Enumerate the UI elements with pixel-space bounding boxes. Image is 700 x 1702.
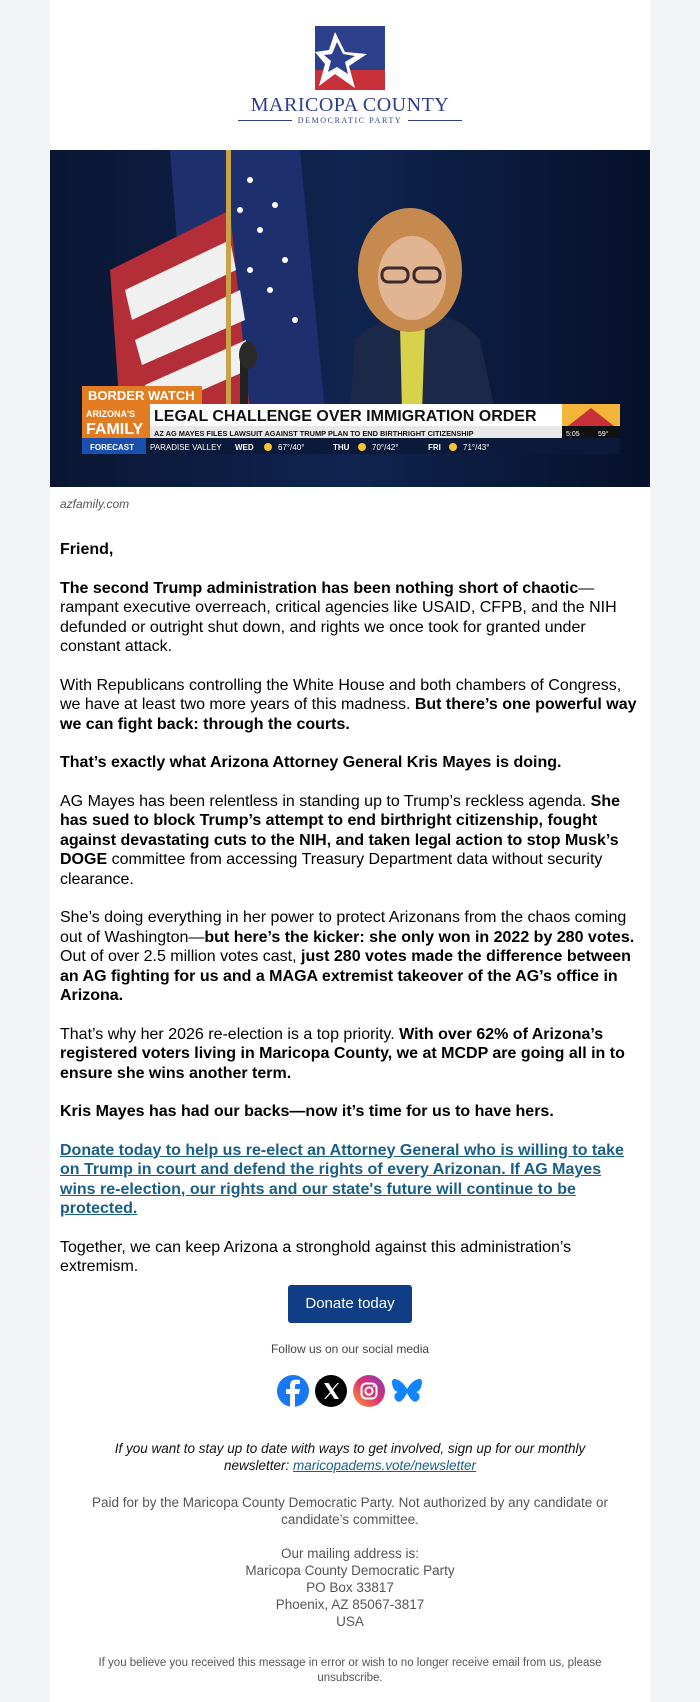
station-name-line1: ARIZONA'S [86, 409, 136, 419]
greeting: Friend, [60, 541, 114, 558]
follow-text: Follow us on our social media [270, 1342, 430, 1356]
hero-image[interactable] [50, 150, 650, 487]
forecast-temps: 70°/42° [372, 443, 399, 452]
paragraph: Kris Mayes has had our backs—now it’s time for us to have hers. [60, 1103, 554, 1120]
instagram-icon[interactable] [352, 1374, 386, 1408]
paragraph [60, 1141, 640, 1219]
paragraph: With Republicans controlling the White House and both chambers of Congress, we have at least two more years of this madness. But there’s one powerful way we can fight back: through the courts. [60, 676, 637, 733]
forecast-location: PARADISE VALLEY [150, 443, 222, 452]
news-broadcast-image [50, 150, 650, 487]
paragraph: Together, we can keep Arizona a stronghold against this administration’s extremism. [60, 1238, 572, 1275]
news-subheadline: AZ AG MAYES FILES LAWSUIT AGAINST TRUMP PLAN TO END BIRTHRIGHT CITIZENSHIP [154, 429, 474, 438]
banner-tag: BORDER WATCH [88, 388, 195, 403]
station-name-line2: FAMILY [86, 421, 144, 438]
email-card [50, 0, 650, 1702]
news-headline: LEGAL CHALLENGE OVER IMMIGRATION ORDER [154, 408, 537, 425]
forecast-day: WED [235, 443, 254, 452]
facebook-icon[interactable] [276, 1374, 310, 1408]
star-logo-icon [315, 26, 385, 90]
paid-for-disclaimer: Paid for by the Maricopa County Democratic Party. Not authorized by any candidate or candidate’s committee. [91, 1495, 608, 1527]
social-links [50, 1374, 650, 1408]
paragraph: The second Trump administration has been nothing short of chaotic—rampant executive overreach, critical agencies like USAID, CFPB, and the NIH defunded or outright shut down, and rights we once took for granted under constant attack. [60, 579, 617, 655]
forecast-day: THU [333, 443, 350, 452]
email-body [60, 540, 640, 1296]
org-name: MARICOPA COUNTY [250, 94, 450, 116]
paragraph: She’s doing everything in her power to protect Arizonans from the chaos coming out of Washington—but here’s the kicker: she only won in 2022 by 280 votes. Out of over 2.5 million votes cast, just 280 votes made the difference between an AG fighting for us and a MAGA extremist takeover of the AG’s office in Arizona. [60, 909, 635, 1004]
org-subtitle: DEMOCRATIC PARTY [297, 116, 403, 125]
forecast-temps: 71°/43° [463, 443, 490, 452]
mailing-address: Our mailing address is: Maricopa County Democratic Party PO Box 33817 Phoenix, AZ 85067-3817 USA [245, 1546, 455, 1629]
paragraph: That’s exactly what Arizona Attorney General Kris Mayes is doing. [60, 754, 562, 771]
forecast-label: FORECAST [90, 443, 134, 452]
newsletter-text: If you want to stay up to date with ways to get involved, sign up for our monthly newsletter: maricopadems.vote/newsletter [114, 1441, 586, 1473]
forecast-day: FRI [428, 443, 441, 452]
newsletter-link[interactable]: maricopadems.vote/newsletter [292, 1458, 477, 1473]
donate-link[interactable]: Donate today to help us re-elect an Attorney General who is willing to take on Trump in court and defend the rights of every Arizonan. If AG Mayes wins re-election, our rights and our state's future will continue to be protected. [60, 1141, 624, 1217]
bluesky-icon[interactable] [390, 1374, 424, 1408]
current-temp: 59° [598, 431, 609, 438]
org-logo[interactable] [50, 26, 650, 126]
forecast-temps: 67°/40° [278, 443, 305, 452]
unsubscribe-text[interactable]: If you believe you received this message in error or wish to no longer receive email from us, please unsubscribe. [98, 1657, 602, 1684]
donate-button[interactable]: Donate today [288, 1285, 412, 1323]
paragraph: That’s why her 2026 re-election is a top priority. With over 62% of Arizona’s registered voters living in Maricopa County, we at MCDP are going all in to ensure she wins another term. [60, 1025, 625, 1082]
clock-time: 5:05 [566, 431, 580, 438]
image-caption: azfamily.com [60, 497, 130, 511]
paragraph: AG Mayes has been relentless in standing up to Trump’s reckless agenda. She has sued to block Trump’s attempt to end birthright citizenship, fought against devastating cuts to the NIH, and taken legal action to stop Musk’s DOGE committee from accessing Treasury Department data without security clearance. [60, 792, 621, 888]
x-icon[interactable] [314, 1374, 348, 1408]
